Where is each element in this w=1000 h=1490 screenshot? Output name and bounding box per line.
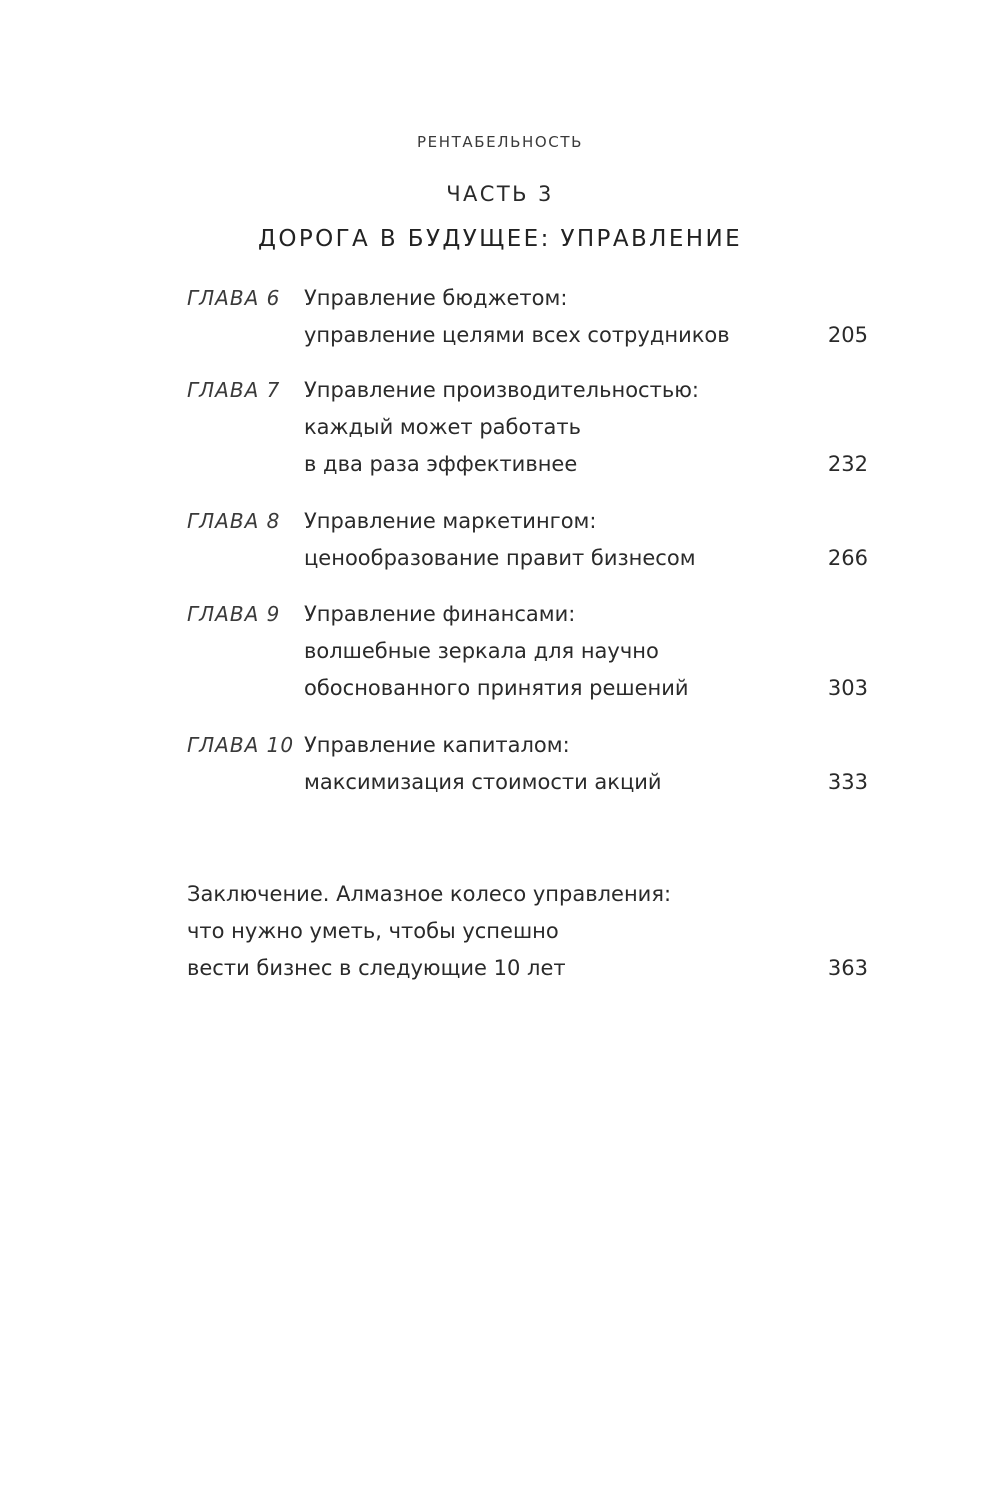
chapter-title-line: максимизация стоимости акций bbox=[304, 770, 662, 794]
chapter-label: ГЛАВА 10 bbox=[187, 733, 295, 757]
chapter-title bbox=[304, 503, 696, 577]
chapter-title-line: ценообразование правит бизнесом bbox=[304, 546, 696, 570]
page-number: 205 bbox=[827, 323, 868, 347]
page-number: 363 bbox=[827, 956, 868, 980]
chapter-title-line: управление целями всех сотрудников bbox=[304, 323, 730, 347]
chapter-label: ГЛАВА 8 bbox=[187, 509, 281, 533]
chapter-label: ГЛАВА 9 bbox=[187, 602, 281, 626]
part-title: ДОРОГА В БУДУЩЕЕ: УПРАВЛЕНИЕ bbox=[257, 226, 743, 252]
chapter-title bbox=[304, 372, 699, 483]
chapter-title-line: каждый может работать bbox=[304, 415, 582, 439]
chapter-label: ГЛАВА 7 bbox=[187, 378, 281, 402]
chapter-title bbox=[304, 280, 730, 354]
page-number: 266 bbox=[827, 546, 868, 570]
chapter-title-line: обоснованного принятия решений bbox=[304, 676, 689, 700]
page-number: 333 bbox=[827, 770, 868, 794]
page-number: 232 bbox=[827, 452, 868, 476]
conclusion-title-line: вести бизнес в следующие 10 лет bbox=[187, 956, 566, 980]
chapter-title-line: Управление маркетингом: bbox=[304, 509, 597, 533]
chapter-title-line: Управление капиталом: bbox=[304, 733, 570, 757]
chapter-label: ГЛАВА 6 bbox=[187, 286, 281, 310]
part-label: ЧАСТЬ 3 bbox=[446, 182, 554, 206]
chapter-title bbox=[304, 727, 662, 801]
chapter-title-line: волшебные зеркала для научно bbox=[304, 639, 659, 663]
conclusion-title-line: Заключение. Алмазное колесо управления: bbox=[187, 882, 672, 906]
chapter-title bbox=[304, 596, 689, 707]
chapter-title-line: Управление финансами: bbox=[304, 602, 576, 626]
chapter-title-line: Управление бюджетом: bbox=[304, 286, 568, 310]
conclusion-title-line: что нужно уметь, чтобы успешно bbox=[187, 919, 559, 943]
running-head: РЕНТАБЕЛЬНОСТЬ bbox=[417, 133, 583, 151]
chapter-title-line: в два раза эффективнее bbox=[304, 452, 578, 476]
page-number: 303 bbox=[827, 676, 868, 700]
chapter-title-line: Управление производительностью: bbox=[304, 378, 699, 402]
conclusion-title bbox=[187, 876, 671, 987]
